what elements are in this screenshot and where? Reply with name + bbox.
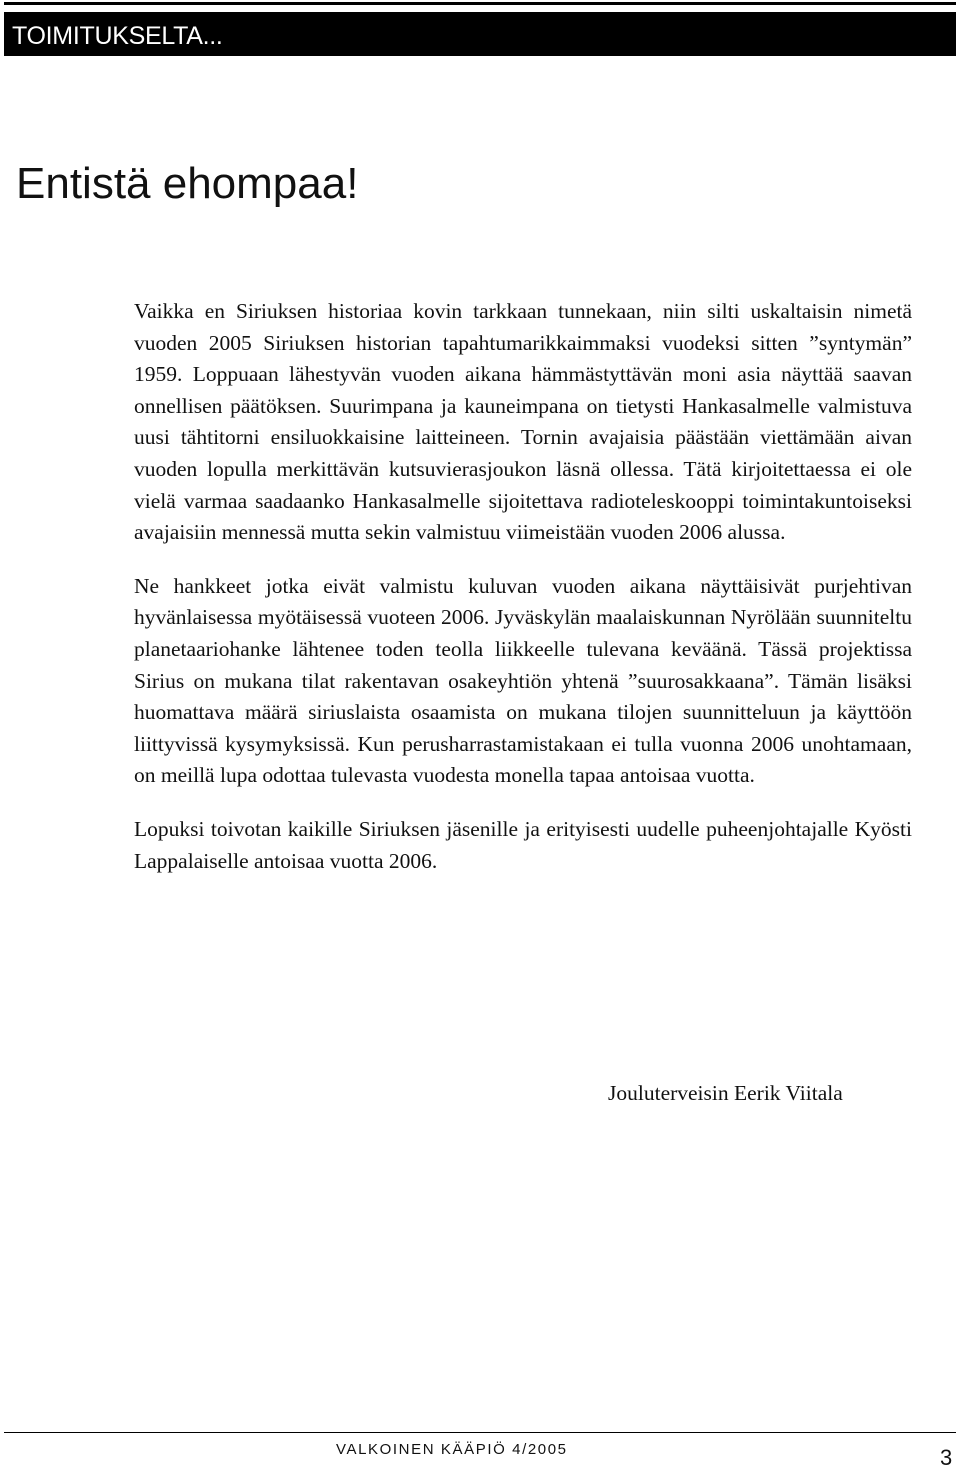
- paragraph-1: Vaikka en Siriuksen historiaa kovin tarkkaan tunnekaan, niin silti uskaltaisin nimetä vuoden 2005 Siriuksen historian tapahtumarikkaimmaksi vuodeksi sitten ”syntymän” 1959. Loppuaan lähestyvän vuoden aikana hämmästyttävän moni asia näyttää saavan onnellisen päätöksen. Suurimpana ja kauneimpana on tietysti Hankasalmelle valmistuva uusi tähtitorni ensiluokkaisine laitteineen. Tornin avajaisia päästään viettämään aivan vuoden lopulla merkittävän kutsuvierasjoukon läsnä ollessa. Tätä kirjoitettaessa ei ole vielä varmaa saadaanko Hankasalmelle sijoitettava radioteleskooppi toimintakuntoiseksi avajaisiin mennessä mutta sekin valmistuu viimeistään vuoden 2006 alussa.: [134, 299, 912, 545]
- page-number: 3: [940, 1445, 953, 1470]
- article-body: [134, 296, 912, 899]
- top-rule: [4, 2, 956, 5]
- section-header-bar: [4, 12, 956, 56]
- publication-name: VALKOINEN KÄÄPIÖ 4/2005: [336, 1441, 568, 1458]
- section-label: TOIMITUKSELTA...: [12, 22, 223, 50]
- footer-rule: [4, 1432, 956, 1433]
- signature: Jouluterveisin Eerik Viitala: [608, 1081, 843, 1105]
- article-title: Entistä ehompaa!: [16, 159, 359, 208]
- paragraph-2: Ne hankkeet jotka eivät valmistu kuluvan vuoden aikana näyttäisivät purjehtivan hyvänlaisessa myötäisessä vuoteen 2006. Jyväskylän maalaiskunnan Nyrölään suunniteltu planetaariohanke lähtenee toden teolla liikkeelle tulevana keväänä. Tässä projektissa Sirius on mukana tilat rakentavan osakeyhtiön yhtenä ”suurosakkaana”. Tämän lisäksi huomattava määrä siriuslaista osaamista on mukana tilojen suunnitteluun ja käyttöön liittyvissä kysymyksissä. Kun perusharrastamistakaan ei tulla vuonna 2006 unohtamaan, on meillä lupa odottaa tulevasta vuodesta monella tapaa antoisaa vuotta.: [134, 573, 912, 788]
- paragraph-3: Lopuksi toivotan kaikille Siriuksen jäsenille ja erityisesti uudelle puheenjohtajalle Kyösti Lappalaiselle antoisaa vuotta 2006.: [134, 816, 912, 873]
